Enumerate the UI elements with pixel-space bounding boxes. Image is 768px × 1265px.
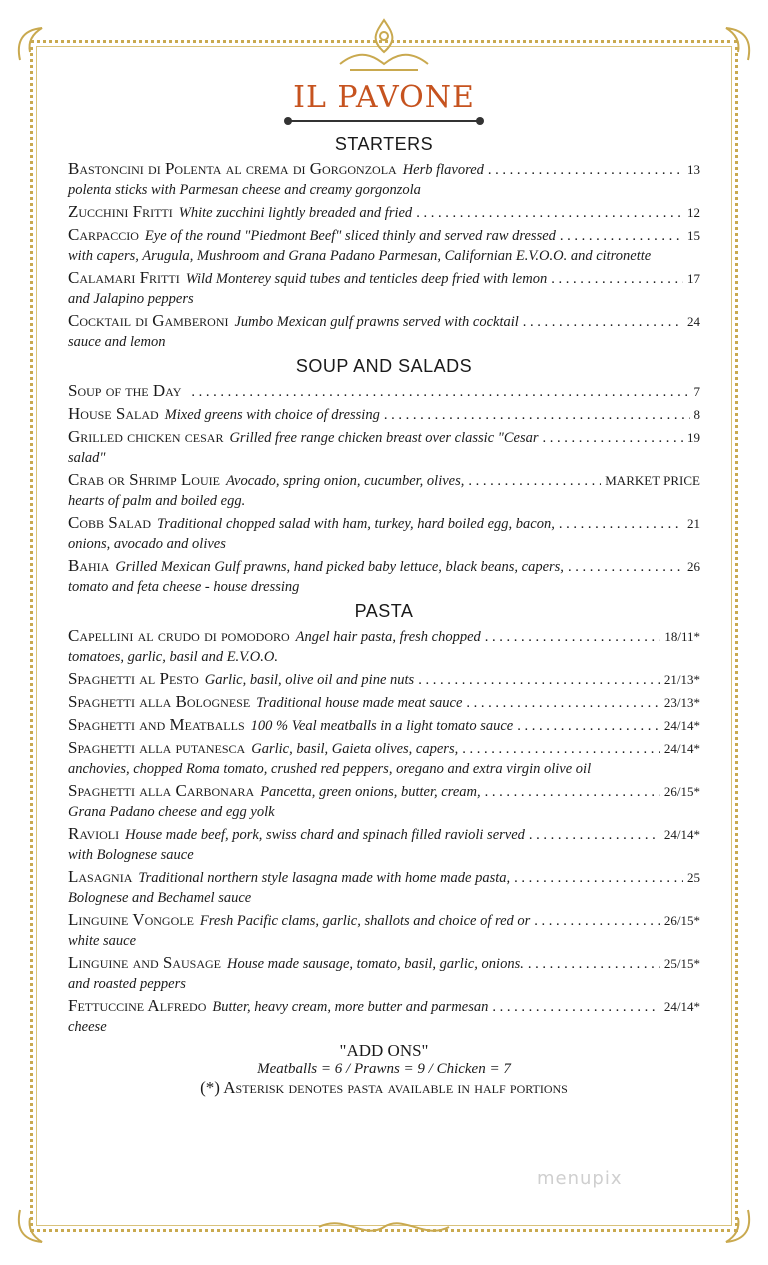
leader-dots: [485, 627, 661, 647]
menu-item-line: [68, 311, 700, 332]
menu-item-name: Linguine Vongole: [68, 910, 194, 929]
menu-item-line: [68, 996, 700, 1017]
menu-item-description: Mixed greens with choice of dressing: [164, 407, 380, 423]
menu-content: [68, 130, 700, 1098]
section-heading: STARTERS: [334, 134, 434, 154]
section-heading: PASTA: [354, 601, 414, 621]
leader-dots: [418, 670, 660, 690]
menu-item-line: [68, 225, 700, 246]
leader-dots: [488, 160, 683, 180]
leader-dots: [551, 269, 683, 289]
title-divider: [288, 120, 480, 122]
menu-item-price: 26/15*: [663, 913, 700, 928]
menu-item-line: [68, 626, 700, 647]
menu-item-line: [68, 427, 700, 448]
menu-item: [68, 692, 700, 713]
menu-item-line: [68, 692, 700, 713]
menu-item-description-continued: cheese: [68, 1019, 107, 1035]
menu-item-description-continued: salad": [68, 450, 106, 466]
menu-item-description: Fresh Pacific clams, garlic, shallots and choice of red or: [199, 913, 531, 929]
bottom-ornament-icon: [314, 1212, 454, 1242]
menu-item-line: [68, 953, 700, 974]
menu-item-line: [68, 202, 700, 223]
leader-dots: [416, 203, 683, 223]
menu-item: [68, 225, 700, 266]
leader-dots: [528, 954, 660, 974]
menu-item-price: MARKET PRICE: [605, 473, 700, 488]
menu-item-description-continued: anchovies, chopped Roma tomato, crushed red peppers, oregano and extra virgin olive oil: [68, 761, 592, 777]
leader-dots: [529, 825, 660, 845]
menu-item-price: 13: [687, 162, 700, 177]
menu-item-price: 25: [687, 870, 700, 885]
menu-item-description: Jumbo Mexican gulf prawns served with cocktail: [234, 314, 519, 330]
menu-item-description: Pancetta, green onions, butter, cream,: [260, 784, 481, 800]
menu-item-description-continued: with capers, Arugula, Mushroom and Grana Padano Parmesan, Californian E.V.O.O. and citronette: [68, 248, 652, 264]
menu-item-description: 100 % Veal meatballs in a light tomato sauce: [250, 718, 514, 734]
leader-dots: [560, 226, 683, 246]
corner-ornament-icon: [716, 1208, 756, 1248]
leader-dots: [384, 405, 690, 425]
menu-item-name: Grilled chicken cesar: [68, 427, 224, 446]
watermark: menupix: [537, 1168, 623, 1189]
menu-item-line: [68, 268, 700, 289]
leader-dots: [514, 868, 683, 888]
menu-item: [68, 910, 700, 951]
leader-dots: [191, 382, 689, 402]
menu-item-description: Angel hair pasta, fresh chopped: [295, 629, 481, 645]
menu-item-description: Traditional chopped salad with ham, turkey, hard boiled egg, bacon,: [157, 516, 555, 532]
menu-item-name: Spaghetti alla putanesca: [68, 738, 246, 757]
half-portion-note: (*) Asterisk denotes pasta available in half portions: [200, 1078, 568, 1097]
leader-dots: [517, 716, 660, 736]
menu-item-line: [68, 381, 700, 402]
menu-item-price: 21/13*: [663, 672, 700, 687]
corner-ornament-icon: [12, 1208, 52, 1248]
menu-item-description: Garlic, basil, Gaieta olives, capers,: [251, 741, 459, 757]
menu-item-description: Grilled Mexican Gulf prawns, hand picked baby lettuce, black beans, capers,: [115, 559, 564, 575]
menu-item-description-continued: and Jalapino peppers: [68, 291, 194, 307]
menu-item: [68, 738, 700, 779]
menu-item-name: House Salad: [68, 404, 159, 423]
menu-item: [68, 867, 700, 908]
menu-item-price: 24/14*: [663, 718, 700, 733]
menu-item-name: Bastoncini di Polenta al crema di Gorgonzola: [68, 159, 397, 178]
menu-item-description: Wild Monterey squid tubes and tenticles deep fried with lemon: [185, 271, 548, 287]
menu-item-name: Calamari Fritti: [68, 268, 180, 287]
menu-item: [68, 781, 700, 822]
menu-item-description: Traditional northern style lasagna made with home made pasta,: [138, 870, 511, 886]
menu-item: [68, 996, 700, 1037]
menu-item-price: 24/14*: [663, 999, 700, 1014]
menu-item-line: [68, 738, 700, 759]
menu-item-line: [68, 159, 700, 180]
menu-item-price: 24/14*: [663, 741, 700, 756]
menu-item-description: Butter, heavy cream, more butter and parmesan: [212, 999, 489, 1015]
menu-item-name: Bahia: [68, 556, 110, 575]
menu-item-price: 17: [687, 271, 700, 286]
menu-item: [68, 311, 700, 352]
menu-item-description-continued: tomato and feta cheese - house dressing: [68, 579, 300, 595]
menu-item-price: 18/11*: [664, 629, 700, 644]
menu-item-line: [68, 781, 700, 802]
add-ons-block: [68, 1041, 700, 1098]
menu-item-line: [68, 513, 700, 534]
menu-item-price: 19: [687, 430, 700, 445]
menu-item-price: 8: [693, 407, 700, 422]
menu-item-description-continued: Bolognese and Bechamel sauce: [68, 890, 252, 906]
leader-dots: [534, 911, 660, 931]
menu-item-name: Linguine and Sausage: [68, 953, 221, 972]
menu-item-name: Cocktail di Gamberoni: [68, 311, 229, 330]
menu-item-line: [68, 910, 700, 931]
leader-dots: [543, 428, 684, 448]
section-heading: SOUP AND SALADS: [295, 356, 473, 376]
menu-item-description-continued: hearts of palm and boiled egg.: [68, 493, 246, 509]
menu-item-price: 12: [687, 205, 700, 220]
menu-item-description-continued: and roasted peppers: [68, 976, 186, 992]
menu-item-description-continued: sauce and lemon: [68, 334, 166, 350]
menu-item-description: Garlic, basil, olive oil and pine nuts: [204, 672, 415, 688]
menu-item-description-continued: polenta sticks with Parmesan cheese and creamy gorgonzola: [68, 182, 421, 198]
leader-dots: [568, 557, 683, 577]
menu-item: [68, 268, 700, 309]
menu-item-price: 7: [693, 384, 700, 399]
menu-item: [68, 669, 700, 690]
menu-item: [68, 381, 700, 402]
menu-item-description-continued: tomatoes, garlic, basil and E.V.O.O.: [68, 649, 278, 665]
menu-item: [68, 159, 700, 200]
menu-item: [68, 202, 700, 223]
corner-ornament-icon: [716, 22, 756, 62]
menu-item-description: House made beef, pork, swiss chard and spinach filled ravioli served: [125, 827, 525, 843]
menu-item-line: [68, 470, 700, 491]
menu-item-description: Traditional house made meat sauce: [256, 695, 463, 711]
leader-dots: [466, 693, 659, 713]
menu-item-description-continued: Grana Padano cheese and egg yolk: [68, 804, 275, 820]
menu-item: [68, 626, 700, 667]
menu-item: [68, 404, 700, 425]
menu-item-price: 26/15*: [663, 784, 700, 799]
menu-item-price: 25/15*: [663, 956, 700, 971]
menu-item-name: Fettuccine Alfredo: [68, 996, 207, 1015]
menu-item: [68, 953, 700, 994]
menu-item: [68, 715, 700, 736]
menu-item-description-continued: white sauce: [68, 933, 137, 949]
menu-item-line: [68, 824, 700, 845]
menu-item-description: Avocado, spring onion, cucumber, olives,: [225, 473, 465, 489]
leader-dots: [523, 312, 683, 332]
menu-item-description: Herb flavored: [402, 162, 484, 178]
menu-item-name: Cobb Salad: [68, 513, 152, 532]
menu-item: [68, 513, 700, 554]
menu-item-price: 23/13*: [663, 695, 700, 710]
top-ornament-icon: [330, 12, 438, 76]
add-ons-heading: "ADD ONS": [339, 1041, 429, 1060]
menu-item: [68, 824, 700, 865]
menu-item-line: [68, 404, 700, 425]
leader-dots: [485, 782, 660, 802]
menu-item-description: Eye of the round "Piedmont Beef" sliced thinly and served raw dressed: [144, 228, 556, 244]
corner-ornament-icon: [12, 22, 52, 62]
restaurant-title: IL PAVONE: [293, 80, 475, 115]
menu-item-price: 15: [687, 228, 700, 243]
menu-item-line: [68, 867, 700, 888]
menu-item-description-continued: with Bolognese sauce: [68, 847, 194, 863]
menu-item-price: 24: [687, 314, 700, 329]
menu-item-name: Lasagnia: [68, 867, 133, 886]
leader-dots: [492, 997, 660, 1017]
menu-item: [68, 427, 700, 468]
menu-item-price: 21: [687, 516, 700, 531]
leader-dots: [559, 514, 683, 534]
menu-item-line: [68, 669, 700, 690]
menu-item-price: 26: [687, 559, 700, 574]
menu-item-name: Spaghetti alla Carbonara: [68, 781, 255, 800]
leader-dots: [468, 471, 601, 491]
menu-item-name: Spaghetti alla Bolognese: [68, 692, 251, 711]
menu-item-name: Ravioli: [68, 824, 120, 843]
menu-item-name: Soup of the Day: [68, 381, 182, 400]
menu-item-name: Carpaccio: [68, 225, 139, 244]
menu-item-name: Zucchini Fritti: [68, 202, 173, 221]
leader-dots: [462, 739, 660, 759]
menu-item: [68, 470, 700, 511]
add-ons-list: Meatballs = 6 / Prawns = 9 / Chicken = 7: [257, 1061, 511, 1077]
menu-item-description: House made sausage, tomato, basil, garlic, onions.: [227, 956, 524, 972]
menu-item-name: Capellini al crudo di pomodoro: [68, 626, 290, 645]
menu-item: [68, 556, 700, 597]
menu-item-description: White zucchini lightly breaded and fried: [178, 205, 413, 221]
menu-item-name: Spaghetti and Meatballs: [68, 715, 245, 734]
menu-item-line: [68, 556, 700, 577]
menu-item-name: Crab or Shrimp Louie: [68, 470, 220, 489]
menu-item-description: Grilled free range chicken breast over classic "Cesar: [229, 430, 539, 446]
menu-item-name: Spaghetti al Pesto: [68, 669, 199, 688]
menu-item-price: 24/14*: [663, 827, 700, 842]
menu-item-description-continued: onions, avocado and olives: [68, 536, 226, 552]
menu-item-line: [68, 715, 700, 736]
